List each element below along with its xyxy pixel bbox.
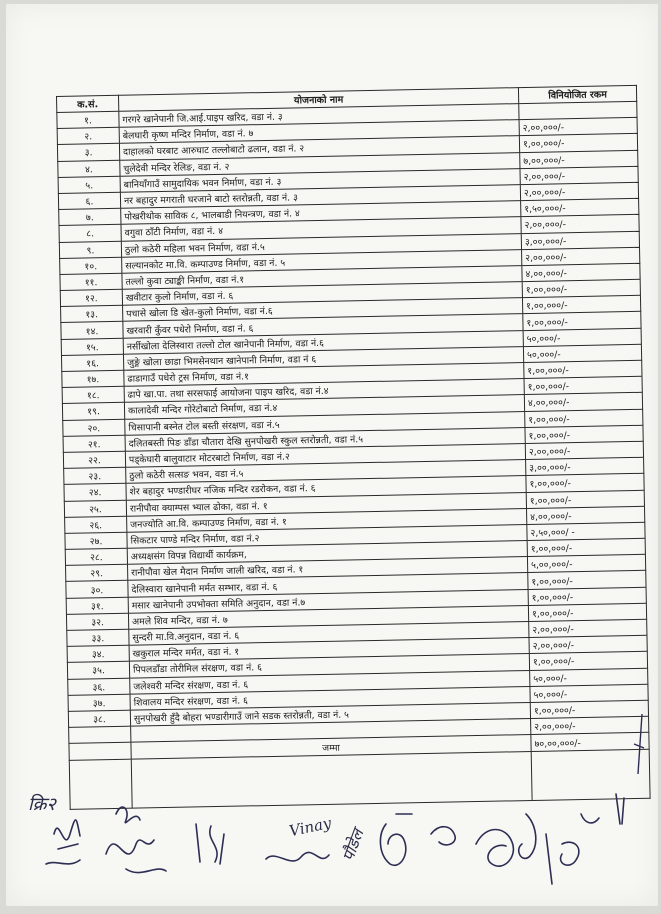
scribble-7	[476, 814, 536, 866]
serial-number-cell: ३.	[57, 144, 119, 161]
project-name-cell: रानीपौवा क्याम्पस भ्याल ढोका, वडा नं. १	[126, 492, 526, 516]
project-name-cell: सुन्दरी मा.वि.अनुदान, वडा नं. ६	[129, 622, 529, 646]
amount-cell: १,००,०००/-	[525, 425, 643, 443]
serial-number-cell: ५.	[58, 176, 120, 193]
scribble-2	[106, 807, 166, 872]
serial-number-cell: ८.	[59, 225, 121, 242]
amount-cell: २,००,०००/-	[520, 166, 638, 184]
project-name-cell: ढापे खा.पा. तथा सरसफाई आयोजना पाइप खरिद, वडा नं.४	[124, 379, 524, 403]
budget-table-container	[56, 85, 651, 810]
serial-number-cell: १९.	[62, 403, 124, 420]
amount-cell: ५,००,०००/-	[527, 555, 645, 573]
scribble-6	[431, 827, 455, 845]
project-name-cell: दाहालको घरबाट आरुघाट तल्लोबाटो ढलान, वडा नं. २	[119, 136, 519, 160]
amount-cell: ३,००,०००/-	[521, 231, 639, 249]
project-name-cell: ढाडागाउँ पधेरो ट्रस निर्माण, वडा नं.१	[124, 363, 524, 387]
amount-cell: ५०,०००/-	[530, 684, 648, 702]
serial-number-cell: ३७.	[68, 694, 130, 711]
project-name-cell: चुलेदेवी मन्दिर रेलिङ, वडा नं. २	[120, 152, 520, 176]
project-name-cell: वगुवा ठाँटी निर्माण, वडा नं. ४	[121, 217, 521, 241]
serial-number-cell: ३६.	[68, 678, 130, 695]
serial-number-cell: १२.	[60, 289, 122, 306]
project-name-cell: जलेश्वरी मन्दिर संरक्षण, वडा नं. ६	[130, 670, 530, 694]
amount-cell: २,००,०००/-	[529, 619, 647, 637]
project-name-cell: सुनपोखरी हुँदै बोहरा भण्डारीगाउँ जाने सडक स्तरोन्नती, वडा नं. ५	[130, 702, 530, 726]
scribble-1	[46, 820, 80, 864]
project-name-cell: पचासे खोला डि खेत-कुलो निर्माण, वडा नं.६	[123, 298, 523, 322]
serial-number-cell: २२.	[63, 451, 125, 468]
project-name-cell: अमले शिव मन्दिर, वडा नं. ७	[128, 605, 528, 629]
project-name-cell: देलिस्वारा खानेपानी मर्मत सम्भार, वडा नं. ६	[128, 573, 528, 597]
project-name-cell: ठुलो कठेरी महिला भवन निर्माण, वडा नं.५	[121, 233, 521, 257]
amount-cell: २,००,०००/-	[519, 118, 637, 136]
project-name-cell: खवीटार कुलो निर्माण, वडा नं. ६	[122, 282, 522, 306]
scribble-4	[266, 852, 329, 861]
signature-3: पौडेल	[338, 826, 368, 864]
amount-cell: ४,००,०००/-	[524, 393, 642, 411]
serial-number-cell: ३४.	[67, 645, 129, 662]
project-name-cell: ठुलो कठेरी सत्सङ भवन, वडा नं.५	[126, 460, 526, 484]
serial-number-cell: ३०.	[66, 581, 128, 598]
project-name-cell: जुङ्गे खोला छाडा भिमसेनथान खानेपानी निर्माण, वडा नं ६	[123, 346, 523, 370]
amount-cell: १,००,०००/-	[524, 376, 642, 394]
project-name-cell: चिसापानी बस्नेत टोल बस्ती संरक्षण, वडा नं.५	[125, 411, 525, 435]
project-name-cell: कालादेवी मन्दिर गोरेटोबाटो निर्माण, वडा नं.४	[124, 395, 524, 419]
project-name-cell: पड्केघारी बालुवाटार मोटरबाटो निर्माण, वडा नं.२	[125, 443, 525, 467]
project-name-cell: रानीपौवा खेल मैदान निर्माण जाली खरिद, वडा नं. १	[128, 557, 528, 581]
project-name-cell: अध्यक्षसंग विपन्न विद्यार्थी कार्यक्रम,	[127, 541, 527, 565]
header-project-name: योजनाको नाम	[118, 88, 518, 112]
extra-amount: २,००,०००/-	[531, 716, 649, 734]
amount-cell: २,००,०००/-	[520, 182, 638, 200]
scribble-5	[380, 814, 412, 865]
project-name-cell: सल्यानकोट मा.वि. कम्पाउण्ड निर्माण, वडा नं. ५	[122, 249, 522, 273]
amount-cell: १,००,०००/-	[522, 296, 640, 314]
amount-cell: १,००,०००/-	[525, 409, 643, 427]
amount-cell: १,००,०००/-	[523, 312, 641, 330]
amount-cell: १,००,०००/-	[529, 652, 647, 670]
project-name-cell: बेलघारी कृष्ण मन्दिर निर्माण, वडा नं. ७	[119, 120, 519, 144]
project-name-cell: गरगरे खानेपानी जि.आई.पाइप खरिद, वडा नं. ३	[119, 104, 519, 128]
amount-cell: १,००,०००/-	[524, 360, 642, 378]
serial-number-cell: ३८.	[68, 710, 130, 727]
amount-cell: ५०,०००/-	[523, 328, 641, 346]
project-name-cell: बानियाँगाउँ सामुदायिक भवन निर्माण, वडा नं. ३	[120, 168, 520, 192]
serial-number-cell: १६.	[61, 354, 123, 371]
amount-cell: १,००,०००/-	[527, 538, 645, 556]
header-serial-number: क.सं.	[57, 95, 119, 112]
amount-cell: ४,००,०००/-	[522, 263, 640, 281]
amount-cell: ५०,०००/-	[530, 668, 648, 686]
amount-cell: १,००,०००/-	[519, 134, 637, 152]
project-name-cell: दलितबस्ती पिङ डाँडा चौतारा देखि सुनपोखरी स्कुल स्तरोन्नती, वडा नं.५	[125, 427, 525, 451]
amount-cell: ४,००,०००/-	[527, 506, 645, 524]
budget-table	[56, 85, 651, 810]
project-name-cell: मसार खानेपानी उपभोक्ता समिति अनुदान, वडा नं.७	[128, 589, 528, 613]
project-name-cell: खरवारी कुँवर पधेरो निर्माण, वडा नं. ६	[123, 314, 523, 338]
amount-cell: १,००,०००/-	[528, 587, 646, 605]
serial-number-cell: ३१.	[66, 597, 128, 614]
amount-cell: १,००,०००/-	[530, 700, 648, 718]
serial-number-cell: ३५.	[67, 662, 129, 679]
serial-number-cell: १४.	[61, 322, 123, 339]
signature-2: Vinay	[287, 813, 333, 841]
serial-number-cell: ३३.	[67, 629, 129, 646]
project-name-cell: तल्लो कुवा ट्याङ्की निर्माण, वडा नं.१	[122, 265, 522, 289]
serial-number-cell: २०.	[63, 419, 125, 436]
serial-number-cell: २५.	[64, 500, 126, 517]
serial-number-cell: ३२.	[66, 613, 128, 630]
amount-cell: १,००,०००/-	[522, 279, 640, 297]
document-page	[6, 4, 658, 906]
serial-number-cell: ४.	[58, 160, 120, 177]
amount-cell: २,००,०००/-	[525, 441, 643, 459]
serial-number-cell: १८.	[62, 386, 124, 403]
serial-number-cell: २३.	[64, 467, 126, 484]
project-name-cell: खकुराल मन्दिर मर्मत, वडा नं. १	[129, 638, 529, 662]
serial-number-cell: २७.	[65, 532, 127, 549]
serial-number-cell: १३.	[61, 306, 123, 323]
serial-number-cell: २४.	[64, 484, 126, 501]
serial-number-cell: ६.	[58, 192, 120, 209]
amount-cell: १,००,०००/-	[528, 603, 646, 621]
amount-cell: ३,००,०००/-	[526, 457, 644, 475]
total-amount: ७०,००,०००/-	[531, 733, 649, 752]
serial-number-cell: ७.	[59, 208, 121, 225]
serial-number-cell: १५.	[61, 338, 123, 355]
project-name-cell: नर्सीखोला देलिस्वारा तल्लो टोल खानेपानी निर्माण, वडा नं.६	[123, 330, 523, 354]
amount-cell: २,५०,०००/ -	[527, 522, 645, 540]
scribble-8	[546, 814, 599, 884]
project-name-cell: पोखरीथोक साविक ८, भालबाडी नियन्त्रण, वडा नं. ४	[121, 201, 521, 225]
signature-scribbles	[6, 774, 658, 914]
project-name-cell: सिकटार पाण्डे मन्दिर निर्माण, वडा नं.२	[127, 524, 527, 548]
serial-number-cell: २१.	[63, 435, 125, 452]
amount-cell: २,००,०००/-	[521, 215, 639, 233]
signature-1: क्रि२	[28, 794, 56, 815]
header-allocated-amount: विनियोजित रकम	[518, 85, 636, 103]
amount-cell: ५०,०००/-	[523, 344, 641, 362]
serial-number-cell: १.	[57, 111, 119, 128]
amount-cell: १,५०,०००/-	[521, 198, 639, 216]
amount-cell: १,००,०००/-	[526, 474, 644, 492]
project-name-cell: नर बहादुर मगराती घरजाने बाटो स्तरोन्नती, वडा नं. ३	[120, 185, 520, 209]
amount-cell: २,००,०००/-	[522, 247, 640, 265]
project-name-cell: पिपलडाँडा तोरीमिल संरक्षण, वडा नं. ६	[129, 654, 529, 678]
serial-number-cell: १७.	[62, 370, 124, 387]
serial-number-cell: ११.	[60, 273, 122, 290]
amount-cell: २,००,०००/-	[529, 635, 647, 653]
total-label: जम्मा	[131, 735, 531, 760]
project-name-cell: शिवालय मन्दिर संरक्षण, वडा नं. ६	[130, 686, 530, 710]
serial-number-cell: २.	[57, 127, 119, 144]
project-name-cell: शेर बहादुर भण्डारीघर नजिक मन्दिर रडरोकन, वडा नं. ६	[126, 476, 526, 500]
serial-number-cell: २६.	[65, 516, 127, 533]
amount-cell: ७,००,०००/-	[520, 150, 638, 168]
margin-mark	[624, 704, 654, 794]
serial-number-cell: २८.	[65, 548, 127, 565]
serial-number-cell: १०.	[60, 257, 122, 274]
scribble-9	[616, 794, 624, 824]
serial-number-cell: ९.	[59, 241, 121, 258]
amount-cell: १,००,०००/-	[526, 490, 644, 508]
amount-cell: १,००,०००/-	[528, 571, 646, 589]
serial-number-cell: २९.	[66, 564, 128, 581]
project-name-cell: जनज्योति आ.वि. कम्पाउण्ड निर्माण, वडा नं. १	[127, 508, 527, 532]
scribble-3	[196, 824, 224, 864]
